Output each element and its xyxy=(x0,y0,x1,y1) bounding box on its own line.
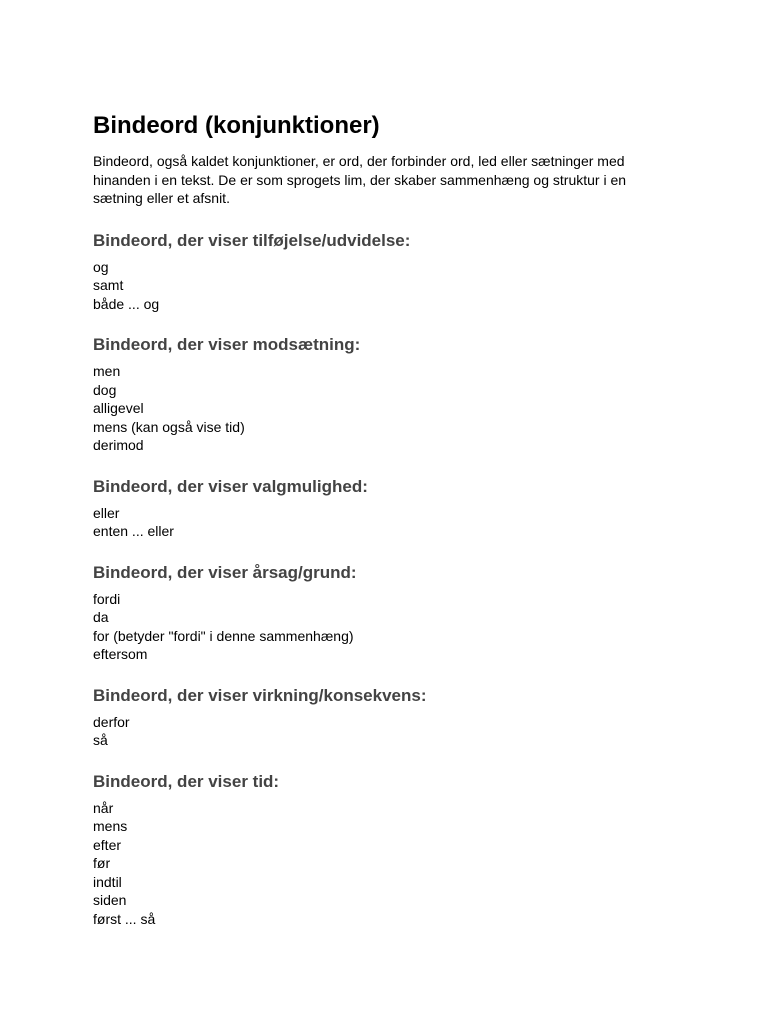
list-item: eftersom xyxy=(93,646,148,662)
word-list xyxy=(93,713,675,750)
list-item: når xyxy=(93,799,114,816)
section-heading: Bindeord, der viser tid: xyxy=(93,771,280,791)
list-item: først ... så xyxy=(93,910,156,927)
list-item: da xyxy=(93,609,109,625)
list-item: og xyxy=(93,258,109,275)
list-item: før xyxy=(93,855,111,871)
section-choice xyxy=(93,476,675,541)
section-cause xyxy=(93,562,675,664)
section-heading: Bindeord, der viser modsætning: xyxy=(93,335,361,354)
list-item: enten ... eller xyxy=(93,523,174,539)
word-list xyxy=(93,258,675,314)
word-list xyxy=(93,504,675,541)
list-item: mens xyxy=(93,818,128,834)
list-item: for (betyder "fordi" i denne sammenhæng) xyxy=(93,627,354,644)
word-list xyxy=(93,799,675,929)
section-heading: Bindeord, der viser virkning/konsekvens: xyxy=(93,685,427,705)
section-consequence xyxy=(93,685,675,750)
list-item: så xyxy=(93,732,108,748)
list-item: men xyxy=(93,363,121,379)
list-item: eller xyxy=(93,504,120,521)
list-item: mens (kan også vise tid) xyxy=(93,418,245,435)
list-item: samt xyxy=(93,277,124,293)
list-item: efter xyxy=(93,836,122,853)
word-list xyxy=(93,362,675,455)
list-item: dog xyxy=(93,381,117,398)
list-item: alligevel xyxy=(93,400,144,416)
section-heading: Bindeord, der viser årsag/grund: xyxy=(93,562,357,582)
word-list xyxy=(93,590,675,664)
list-item: fordi xyxy=(93,590,121,607)
intro-paragraph: Bindeord, også kaldet konjunktioner, er ord, der forbinder ord, led eller sætninger med hinanden i en tekst. De er som sprogets lim, der skaber sammenhæng og struktur i en sætning eller et afsnit. xyxy=(93,153,627,206)
section-time xyxy=(93,771,675,929)
list-item: både ... og xyxy=(93,295,160,312)
list-item: siden xyxy=(93,892,127,908)
section-contrast xyxy=(93,334,675,455)
section-heading: Bindeord, der viser tilføjelse/udvidelse: xyxy=(93,230,411,250)
section-heading: Bindeord, der viser valgmulighed: xyxy=(93,476,368,496)
list-item: derimod xyxy=(93,437,144,453)
document-title: Bindeord (konjunktioner) xyxy=(93,112,380,139)
section-addition xyxy=(93,230,675,314)
list-item: derfor xyxy=(93,713,130,730)
list-item: indtil xyxy=(93,873,122,890)
